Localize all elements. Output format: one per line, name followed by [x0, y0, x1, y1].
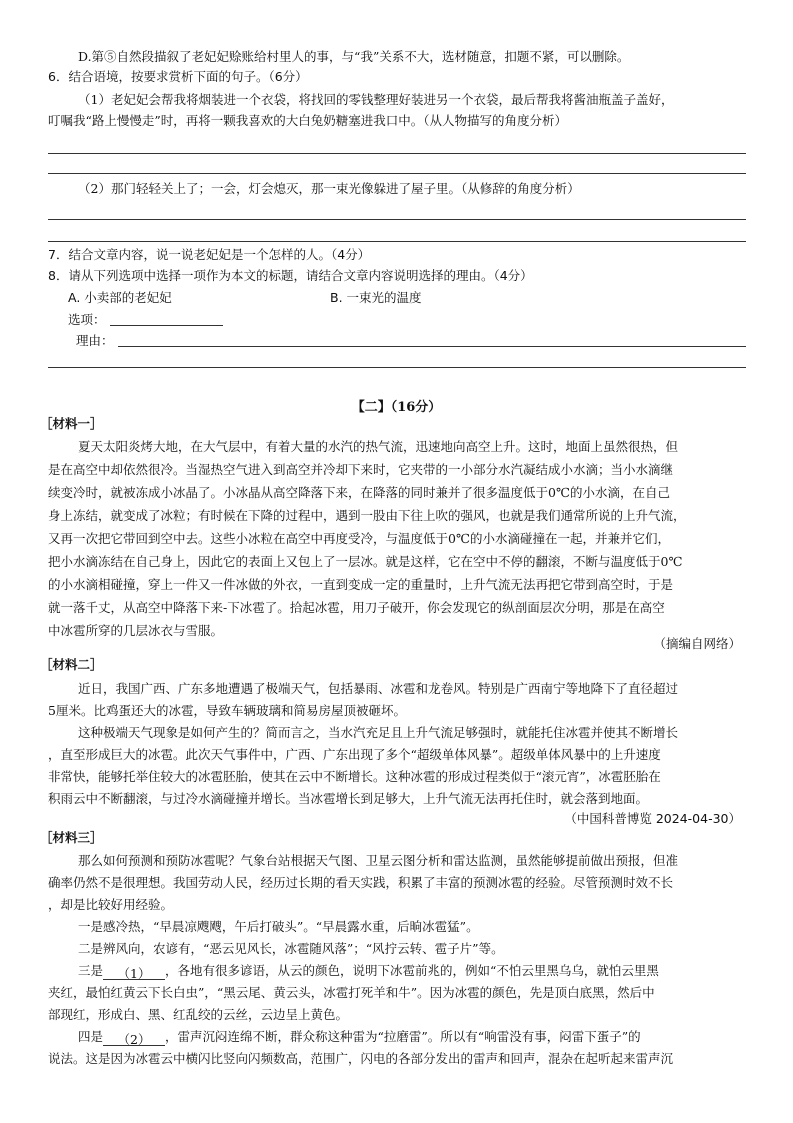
material-1-line: 身上冻结，就变成了冰粒；有时候在下降的过程中，遇到一股由下往上吹的强风，也就是我们通常所说的上升气流， [48, 508, 686, 523]
option-a: A. 小卖部的老妃妃 [68, 290, 172, 305]
material-3-line: 确率仍然不是很理想。我国劳动人民，经历过长期的看天实践，积累了丰富的预测冰雹的经验。尽管预测时效不长 [48, 875, 674, 890]
option-d-text: D.第⑤自然段描叙了老妃妃赊账给村里人的事，与“我”关系不大，选材随意，扣题不紧，可以删除。 [78, 49, 630, 64]
material-2-line: 近日，我国广西、广东多地遭遇了极端天气，包括暴雨、冰雹和龙卷风。特别是广西南宁等地降下了直径超过 [78, 681, 679, 696]
material-2-title: ［材料二］ [40, 657, 103, 672]
material-3-line: ，却是比较好用经验。 [48, 897, 174, 912]
choice-answer-line[interactable] [110, 325, 223, 326]
material-1-line: 夏天太阳炎烤大地，在大气层中，有着大量的水汽的热气流，迅速地向高空上升。这时，地面上虽然很热，但 [78, 439, 679, 454]
material-3-line-blank-2 [78, 1028, 641, 1046]
fill-blank-2-label: （2） [117, 1032, 151, 1047]
fill-blank-1[interactable] [103, 965, 165, 980]
material-3-line: 二是辨风向，农谚有，“恶云见风长，冰雹随风落”；“风拧云转、雹子片”等。 [78, 941, 504, 956]
material-3-line: 一是感冷热，“早晨凉飕飕，午后打破头”。“早晨露水重，后晌冰雹猛”。 [78, 919, 479, 934]
material-3-text: 三是 [78, 963, 104, 978]
material-2-line: 5厘米。比鸡蛋还大的冰雹，导致车辆玻璃和简易房屋顶被砸坏。 [48, 703, 406, 718]
question-7: 7．结合文章内容，说一说老妃妃是一个怎样的人。（4分） [48, 247, 371, 262]
answer-line[interactable] [48, 367, 746, 368]
question-6-2: （2）那门轻轻关上了；一会，灯会熄灭，那一束光像躲进了屋子里。（从修辞的角度分析） [78, 181, 580, 196]
material-1-line: 续变冷时，就被冻成小冰晶了。小冰晶从高空降落下来，在降落的同时兼并了很多温度低于0℃的小水滴，在自己 [48, 485, 670, 500]
answer-line[interactable] [48, 219, 746, 220]
reason-answer-line[interactable] [118, 346, 746, 347]
material-3-line: 部现红，形成白、黑、红乱绞的云丝，云边呈上黄色。 [48, 1007, 349, 1022]
material-2-line: 这种极端天气现象是如何产生的？简而言之，当水汽充足且上升气流足够强时，就能托住冰雹并使其不断增长 [78, 725, 679, 740]
material-3-title: ［材料三］ [40, 830, 103, 845]
material-3-line-blank-1 [78, 962, 659, 980]
option-b: B. 一束光的温度 [330, 290, 422, 305]
material-2-source: （中国科普博览 2024-04-30） [564, 811, 741, 826]
material-2-line: ，直至形成巨大的冰雹。此次天气事件中，广西、广东出现了多个“超级单体风暴”。超级单体风暴中的上升速度 [48, 747, 661, 762]
material-3-line: 说法。这是因为冰雹云中横闪比竖向闪频数高，范围广，闪电的各部分发出的雷声和回声，混杂在起听起来雷声沉 [48, 1051, 674, 1066]
material-3-text: 四是 [78, 1029, 104, 1044]
answer-line[interactable] [48, 241, 746, 242]
fill-blank-2[interactable] [103, 1031, 165, 1046]
question-6-1-line-2: 叮嘱我“路上慢慢走”时，再将一颗我喜欢的大白兔奶糖塞进我口中。（从人物描写的角度分析） [48, 113, 568, 128]
material-1-line: 又再一次把它带回到空中去。这些小冰粒在高空中再度受冷，与温度低于0℃的小水滴碰撞在一起，并兼并它们， [48, 531, 670, 546]
question-6-1-line-1: （1）老妃妃会帮我将烟装进一个衣袋，将找回的零钱整理好装进另一个衣袋，最后帮我将酱油瓶盖子盖好， [78, 92, 674, 107]
reason-label: 理由： [76, 333, 114, 348]
answer-line[interactable] [48, 153, 746, 154]
material-3-line: 夹红，最怕红黄云下长白虫”，“黑云尾、黄云头，冰雹打死羊和牛”。因为冰雹的颜色，先是顶白底黑，然后中 [48, 985, 655, 1000]
material-2-line: 积雨云中不断翻滚，与过冷水滴碰撞并增长。当冰雹增长到足够大，上升气流无法再托住时，就会落到地面。 [48, 791, 649, 806]
question-8: 8．请从下列选项中选择一项作为本文的标题，请结合文章内容说明选择的理由。（4分） [48, 268, 533, 283]
material-1-line: 是在高空中却依然很冷。当湿热空气进入到高空并冷却下来时，它夹带的一小部分水汽凝结成小水滴；当小水滴继 [48, 462, 674, 477]
question-6-title: 6．结合语境，按要求赏析下面的句子。（6分） [48, 69, 308, 84]
material-3-text: ，雷声沉闷连绵不断，群众称这种雷为“拉磨雷”。所以有“响雷没有事，闷雷下蛋子”的 [165, 1029, 641, 1044]
section-2-heading: 【二】（16分） [351, 400, 442, 415]
material-1-line: 把小水滴冻结在自己身上，因此它的表面上又包上了一层冰。就是这样，它在空中不停的翻滚，不断与温度低于0℃ [48, 554, 683, 569]
material-3-text: ，各地有很多谚语，从云的颜色，说明下冰雹前兆的，例如“不怕云里黑乌乌，就怕云里黑 [165, 963, 659, 978]
material-3-line: 那么如何预测和预防冰雹呢？气象台站根据天气图、卫星云图分析和雷达监测，虽然能够提前做出预报，但准 [78, 853, 679, 868]
material-1-title: ［材料一］ [40, 416, 103, 431]
material-1-line: 就一落千丈，从高空中降落下来-下冰雹了。拾起冰雹，用刀子破开，你会发现它的纵剖面层次分明，那是在高空 [48, 600, 665, 615]
material-1-source: （摘编自网络） [653, 636, 741, 651]
choice-label: 选项： [68, 312, 106, 327]
material-1-line: 中冰雹所穿的几层冰衣与雪服。 [48, 623, 224, 638]
material-2-line: 非常快，能够托举住较大的冰雹胚胎，使其在云中不断增长。这种冰雹的形成过程类似于“滚元宵”，冰雹胚胎在 [48, 769, 661, 784]
fill-blank-1-label: （1） [117, 966, 151, 981]
answer-line[interactable] [48, 173, 746, 174]
material-1-line: 的小水滴相碰撞，穿上一件又一件冰做的外衣，一直到变成一定的重量时，上升气流无法再把它带到高空时，于是 [48, 577, 674, 592]
